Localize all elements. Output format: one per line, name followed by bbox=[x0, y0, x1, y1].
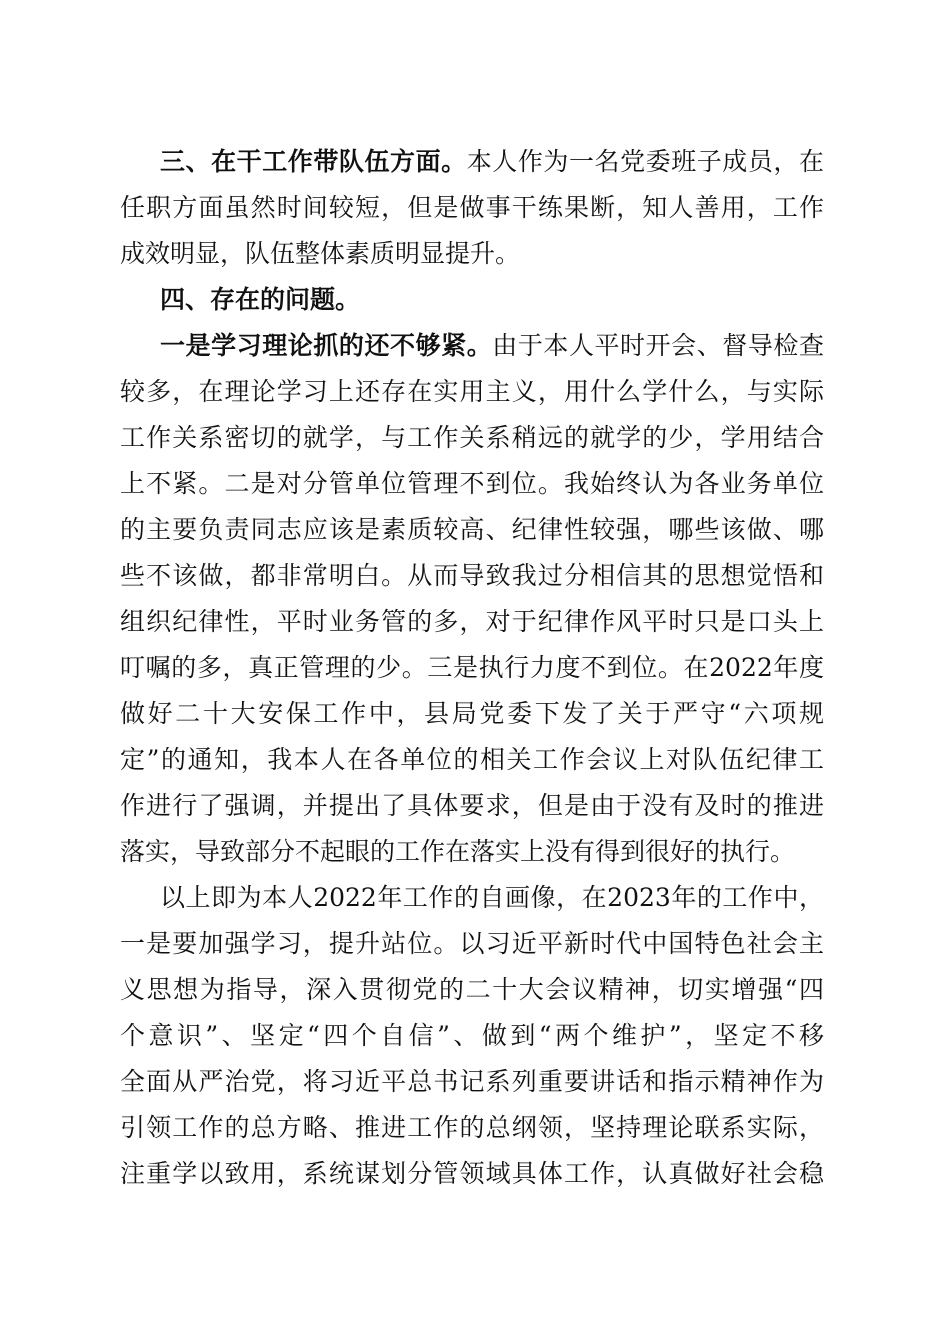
paragraph-line: 成效明显，队伍整体素质明显提升。 bbox=[120, 239, 521, 268]
paragraph-line: 工作关系密切的就学，与工作关系稍远的就学的少，学用结合 bbox=[120, 423, 824, 452]
paragraph-line: 任职方面虽然时间较短，但是做事干练果断，知人善用，工作 bbox=[120, 193, 824, 222]
problem-lead: 一是学习理论抓的还不够紧。 bbox=[160, 331, 493, 360]
paragraph-line: 三、在干工作带队伍方面。本人作为一名党委班子成员，在 bbox=[160, 147, 824, 176]
paragraph-line: 落实，导致部分不起眼的工作在落实上没有得到很好的执行。 bbox=[120, 837, 796, 866]
paragraph-line: 些不该做，都非常明白。从而导致我过分相信其的思想觉悟和 bbox=[120, 561, 824, 590]
paragraph-line: 以上即为本人2022年工作的自画像，在2023年的工作中， bbox=[160, 883, 824, 912]
paragraph-line: 上不紧。二是对分管单位管理不到位。我始终认为各业务单位 bbox=[120, 469, 824, 498]
paragraph-line: 个意识”、坚定“四个自信”、做到“两个维护”，坚定不移 bbox=[120, 1021, 824, 1050]
paragraph-line: 较多，在理论学习上还存在实用主义，用什么学什么，与实际 bbox=[120, 377, 824, 406]
paragraph-line: 叮嘱的多，真正管理的少。三是执行力度不到位。在2022年度 bbox=[120, 653, 824, 682]
paragraph-line: 一是学习理论抓的还不够紧。由于本人平时开会、督导检查 bbox=[160, 331, 824, 360]
section-heading: 四、存在的问题。 bbox=[160, 285, 361, 314]
paragraph-line: 做好二十大安保工作中，县局党委下发了关于严守“六项规 bbox=[120, 699, 824, 728]
paragraph-line: 作进行了强调，并提出了具体要求，但是由于没有及时的推进 bbox=[120, 791, 824, 820]
paragraph-line: 一是要加强学习，提升站位。以习近平新时代中国特色社会主 bbox=[120, 929, 824, 958]
section-heading: 三、在干工作带队伍方面。 bbox=[160, 147, 467, 176]
paragraph-line: 引领工作的总方略、推进工作的总纲领，坚持理论联系实际， bbox=[120, 1113, 824, 1142]
paragraph-line: 的主要负责同志应该是素质较高、纪律性较强，哪些该做、哪 bbox=[120, 515, 824, 544]
paragraph-line: 注重学以致用，系统谋划分管领域具体工作，认真做好社会稳 bbox=[120, 1159, 824, 1188]
paragraph-line: 义思想为指导，深入贯彻党的二十大会议精神，切实增强“四 bbox=[120, 975, 824, 1004]
paragraph-line: 组织纪律性，平时业务管的多，对于纪律作风平时只是口头上 bbox=[120, 607, 824, 636]
paragraph-line: 全面从严治党，将习近平总书记系列重要讲话和指示精神作为 bbox=[120, 1067, 824, 1096]
paragraph-line: 定”的通知，我本人在各单位的相关工作会议上对队伍纪律工 bbox=[120, 745, 824, 774]
